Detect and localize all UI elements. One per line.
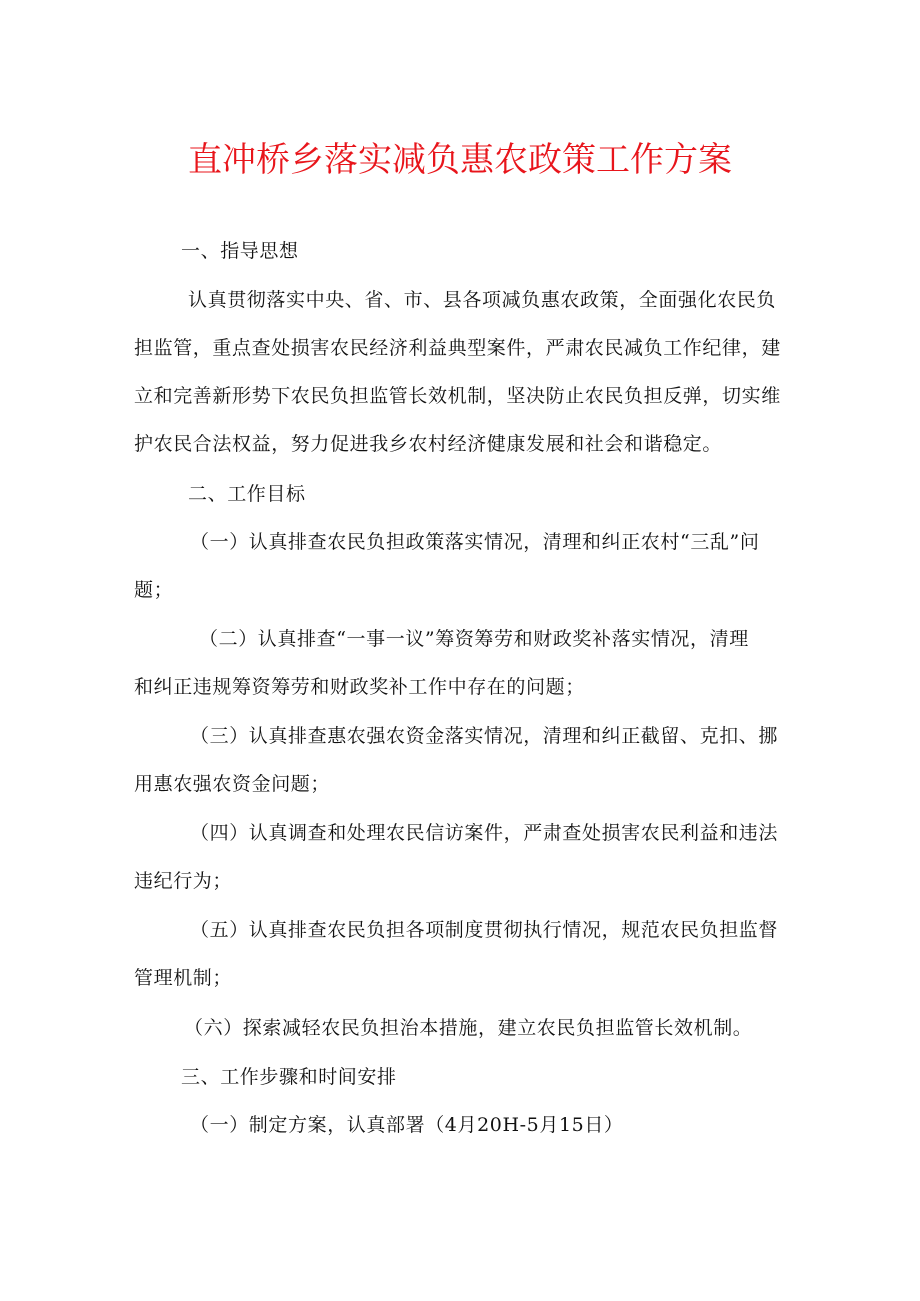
heading-guiding-thought: 一、指导思想	[181, 240, 299, 262]
goal-item-3-cont: 用惠农强农资金问题；	[134, 773, 331, 795]
goal-item-2-cont: 和纠正违规筹资筹劳和财政奖补工作中存在的问题；	[134, 676, 585, 698]
goal-item-1: （一）认真排查农民负担政策落实情况，清理和纠正农村“三乱”问	[190, 531, 760, 553]
paragraph-line: 护农民合法权益，努力促进我乡农村经济健康发展和社会和谐稳定。	[134, 433, 723, 455]
goal-item-3: （三）认真排查惠农强农资金落实情况，清理和纠正截留、克扣、挪	[190, 725, 779, 747]
goal-item-4-cont: 违纪行为；	[134, 870, 233, 892]
goal-item-2: （二）认真排查“一事一议”筹资筹劳和财政奖补落实情况，清理	[199, 628, 749, 650]
goal-item-6: （六）探索减轻农民负担治本措施，建立农民负担监管长效机制。	[184, 1017, 753, 1039]
paragraph-line: 认真贯彻落实中央、省、市、县各项减负惠农政策，全面强化农民负	[188, 289, 777, 311]
goal-item-5-cont: 管理机制；	[134, 967, 233, 989]
step-item-1: （一）制定方案，认真部署（4月20H-5月15日）	[190, 1114, 624, 1136]
heading-work-goals: 二、工作目标	[188, 483, 306, 505]
goal-item-5: （五）认真排查农民负担各项制度贯彻执行情况，规范农民负担监督	[190, 919, 779, 941]
goal-item-4: （四）认真调查和处理农民信访案件，严肃查处损害农民利益和违法	[190, 822, 779, 844]
document-title: 直冲桥乡落实减负惠农政策工作方案	[188, 140, 732, 180]
paragraph-line: 立和完善新形势下农民负担监管长效机制，坚决防止农民负担反弹，切实维	[134, 385, 781, 407]
goal-item-1-cont: 题；	[134, 579, 174, 601]
heading-steps-schedule: 三、工作步骤和时间安排	[181, 1066, 397, 1088]
paragraph-line: 担监管，重点查处损害农民经济利益典型案件，严肃农民减负工作纪律，建	[134, 337, 781, 359]
